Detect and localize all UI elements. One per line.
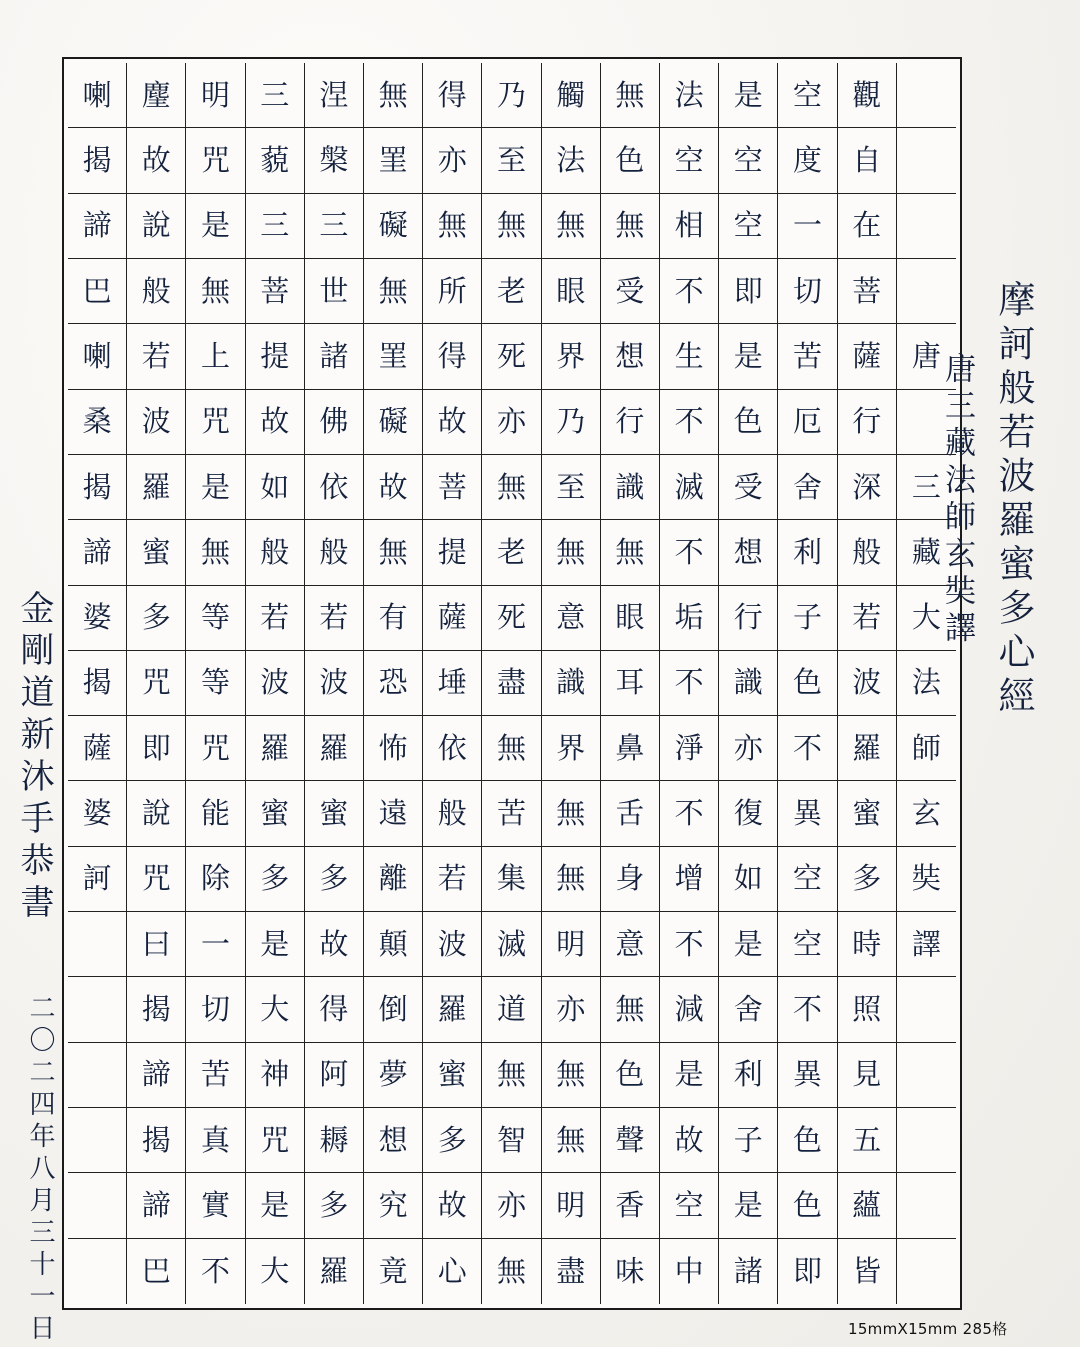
grid-cell-character: 不 xyxy=(660,520,719,585)
grid-cell-character: 能 xyxy=(186,781,245,846)
grid-cell-character: 相 xyxy=(660,194,719,259)
grid-cell-character: 蜜 xyxy=(838,781,897,846)
translator-attribution: 唐三藏法師玄奘譯 xyxy=(939,352,975,648)
grid-cell-character: 色 xyxy=(778,1173,837,1238)
grid-cell-character: 說 xyxy=(127,781,186,846)
grid-cell-character: 切 xyxy=(778,259,837,324)
grid-cell-character: 如 xyxy=(246,455,305,520)
grid-cell-character: 色 xyxy=(778,1108,837,1173)
grid-cell-character: 舍 xyxy=(778,455,837,520)
grid-cell-character: 生 xyxy=(660,324,719,389)
grid-cell-character: 阿 xyxy=(305,1043,364,1108)
grid-cell-character: 無 xyxy=(542,847,601,912)
grid-cell-character: 唐 xyxy=(897,324,956,389)
grid-cell-empty xyxy=(897,1173,956,1238)
grid-cell-character: 無 xyxy=(364,259,423,324)
grid-cell-character: 法 xyxy=(542,128,601,193)
grid-cell-character: 色 xyxy=(601,1043,660,1108)
grid-cell-character: 菩 xyxy=(423,455,482,520)
grid-cell-character: 不 xyxy=(186,1239,245,1304)
signature-date: 二〇二四年八月三十一日 xyxy=(25,994,55,1346)
grid-cell-character: 巴 xyxy=(127,1239,186,1304)
grid-cell-character: 不 xyxy=(660,259,719,324)
grid-cell-character: 無 xyxy=(542,1043,601,1108)
grid-cell-character: 三 xyxy=(246,194,305,259)
grid-cell-character: 三 xyxy=(246,63,305,128)
grid-cell-character: 蜜 xyxy=(305,781,364,846)
grid-cell-character: 槃 xyxy=(305,128,364,193)
grid-cell-character: 蘊 xyxy=(838,1173,897,1238)
grid-cell-character: 真 xyxy=(186,1108,245,1173)
grid-cell-character: 眼 xyxy=(542,259,601,324)
grid-cell-character: 智 xyxy=(482,1108,541,1173)
grid-cell-character: 諸 xyxy=(305,324,364,389)
grid-cell-character: 等 xyxy=(186,586,245,651)
grid-cell-character: 上 xyxy=(186,324,245,389)
grid-cell-character: 麈 xyxy=(127,63,186,128)
sutra-title: 摩訶般若波羅蜜多心經 xyxy=(992,280,1035,720)
grid-cell-character: 婆 xyxy=(68,781,127,846)
grid-cell-character: 一 xyxy=(186,912,245,977)
grid-cell-empty xyxy=(68,1043,127,1108)
grid-cell-character: 滅 xyxy=(482,912,541,977)
grid-cell-character: 波 xyxy=(423,912,482,977)
grid-cell-character: 薩 xyxy=(423,586,482,651)
grid-cell-character: 依 xyxy=(305,455,364,520)
grid-cell-character: 諦 xyxy=(68,194,127,259)
grid-cell-character: 心 xyxy=(423,1239,482,1304)
grid-cell-character: 亦 xyxy=(423,128,482,193)
grid-cell-character: 淨 xyxy=(660,716,719,781)
grid-cell-empty xyxy=(897,977,956,1042)
grid-cell-character: 界 xyxy=(542,324,601,389)
grid-cell-character: 提 xyxy=(246,324,305,389)
grid-cell-character: 至 xyxy=(542,455,601,520)
grid-cell-empty xyxy=(897,1239,956,1304)
grid-cell-character: 法 xyxy=(660,63,719,128)
grid-cell-character: 喇 xyxy=(68,63,127,128)
grid-cell-character: 耳 xyxy=(601,651,660,716)
grid-cell-character: 竟 xyxy=(364,1239,423,1304)
character-grid xyxy=(68,63,956,1304)
grid-cell-character: 羅 xyxy=(127,455,186,520)
grid-cell-character: 所 xyxy=(423,259,482,324)
grid-cell-character: 般 xyxy=(246,520,305,585)
grid-cell-character: 明 xyxy=(542,912,601,977)
grid-cell-character: 多 xyxy=(305,847,364,912)
grid-cell-character: 奘 xyxy=(897,847,956,912)
grid-cell-character: 想 xyxy=(364,1108,423,1173)
grid-cell-character: 罣 xyxy=(364,128,423,193)
grid-cell-character: 無 xyxy=(542,781,601,846)
grid-cell-character: 利 xyxy=(778,520,837,585)
grid-cell-character: 若 xyxy=(305,586,364,651)
grid-cell-character: 見 xyxy=(838,1043,897,1108)
grid-cell-character: 罣 xyxy=(364,324,423,389)
grid-cell-character: 玄 xyxy=(897,781,956,846)
grid-cell-character: 神 xyxy=(246,1043,305,1108)
grid-cell-character: 是 xyxy=(246,1173,305,1238)
grid-cell-character: 觀 xyxy=(838,63,897,128)
grid-cell-character: 般 xyxy=(127,259,186,324)
grid-cell-character: 咒 xyxy=(127,847,186,912)
grid-cell-empty xyxy=(68,1239,127,1304)
grid-cell-character: 故 xyxy=(660,1108,719,1173)
grid-cell-character: 是 xyxy=(186,455,245,520)
grid-cell-empty xyxy=(897,1108,956,1173)
grid-cell-character: 利 xyxy=(719,1043,778,1108)
grid-cell-empty xyxy=(68,912,127,977)
grid-cell-character: 集 xyxy=(482,847,541,912)
grid-cell-character: 異 xyxy=(778,781,837,846)
grid-cell-character: 如 xyxy=(719,847,778,912)
grid-cell-character: 蜜 xyxy=(423,1043,482,1108)
grid-cell-character: 大 xyxy=(897,586,956,651)
grid-cell-character: 減 xyxy=(660,977,719,1042)
grid-cell-character: 無 xyxy=(482,194,541,259)
grid-cell-character: 切 xyxy=(186,977,245,1042)
grid-cell-character: 不 xyxy=(778,977,837,1042)
grid-cell-character: 觸 xyxy=(542,63,601,128)
grid-cell-character: 垢 xyxy=(660,586,719,651)
grid-cell-character: 明 xyxy=(542,1173,601,1238)
grid-cell-character: 無 xyxy=(542,194,601,259)
grid-cell-character: 桑 xyxy=(68,390,127,455)
grid-cell-character: 無 xyxy=(542,1108,601,1173)
grid-cell-character: 空 xyxy=(719,128,778,193)
grid-cell-character: 厄 xyxy=(778,390,837,455)
grid-cell-character: 老 xyxy=(482,520,541,585)
grid-cell-character: 譯 xyxy=(897,912,956,977)
grid-cell-character: 礙 xyxy=(364,390,423,455)
grid-cell-character: 無 xyxy=(601,977,660,1042)
grid-cell-character: 盡 xyxy=(542,1239,601,1304)
grid-cell-character: 波 xyxy=(127,390,186,455)
grid-cell-character: 揭 xyxy=(68,651,127,716)
grid-cell-character: 味 xyxy=(601,1239,660,1304)
grid-cell-character: 諦 xyxy=(68,520,127,585)
grid-cell-character: 遠 xyxy=(364,781,423,846)
grid-cell-character: 想 xyxy=(719,520,778,585)
grid-cell-character: 亦 xyxy=(542,977,601,1042)
grid-cell-character: 無 xyxy=(482,1239,541,1304)
grid-cell-character: 無 xyxy=(601,520,660,585)
grid-cell-character: 喇 xyxy=(68,324,127,389)
grid-cell-character: 若 xyxy=(838,586,897,651)
grid-cell-character: 色 xyxy=(719,390,778,455)
grid-cell-character: 苦 xyxy=(186,1043,245,1108)
grid-cell-character: 即 xyxy=(127,716,186,781)
grid-cell-character: 故 xyxy=(364,455,423,520)
grid-cell-character: 提 xyxy=(423,520,482,585)
grid-cell-character: 究 xyxy=(364,1173,423,1238)
grid-cell-character: 乃 xyxy=(482,63,541,128)
grid-cell-character: 空 xyxy=(660,128,719,193)
grid-cell-character: 怖 xyxy=(364,716,423,781)
calligrapher-signature: 金剛道新沐手恭書 xyxy=(14,590,54,926)
grid-cell-character: 道 xyxy=(482,977,541,1042)
grid-cell-character: 舌 xyxy=(601,781,660,846)
grid-cell-character: 苦 xyxy=(482,781,541,846)
grid-cell-character: 鼻 xyxy=(601,716,660,781)
grid-cell-character: 故 xyxy=(305,912,364,977)
grid-cell-character: 般 xyxy=(838,520,897,585)
grid-cell-character: 深 xyxy=(838,455,897,520)
grid-cell-character: 咒 xyxy=(127,651,186,716)
grid-cell-character: 無 xyxy=(601,63,660,128)
calligraphy-sheet xyxy=(14,32,1035,1346)
grid-cell-character: 度 xyxy=(778,128,837,193)
grid-cell-character: 羅 xyxy=(305,716,364,781)
grid-cell-character: 師 xyxy=(897,716,956,781)
grid-cell-empty xyxy=(897,194,956,259)
grid-cell-character: 不 xyxy=(660,781,719,846)
grid-cell-character: 亦 xyxy=(719,716,778,781)
grid-cell-character: 得 xyxy=(423,63,482,128)
grid-cell-character: 受 xyxy=(719,455,778,520)
grid-cell-character: 意 xyxy=(542,586,601,651)
grid-cell-character: 揭 xyxy=(127,1108,186,1173)
grid-cell-character: 羅 xyxy=(305,1239,364,1304)
grid-cell-character: 子 xyxy=(778,586,837,651)
grid-cell-character: 是 xyxy=(719,63,778,128)
grid-cell-character: 識 xyxy=(601,455,660,520)
grid-cell-character: 巴 xyxy=(68,259,127,324)
grid-cell-character: 多 xyxy=(127,586,186,651)
grid-cell-character: 離 xyxy=(364,847,423,912)
character-grid-frame xyxy=(62,57,962,1310)
grid-cell-character: 皆 xyxy=(838,1239,897,1304)
grid-cell-character: 身 xyxy=(601,847,660,912)
grid-cell-character: 一 xyxy=(778,194,837,259)
grid-cell-character: 界 xyxy=(542,716,601,781)
grid-cell-character: 揭 xyxy=(68,128,127,193)
grid-cell-empty xyxy=(897,1043,956,1108)
grid-cell-character: 乃 xyxy=(542,390,601,455)
grid-cell-character: 多 xyxy=(423,1108,482,1173)
grid-cell-character: 死 xyxy=(482,324,541,389)
grid-cell-character: 涅 xyxy=(305,63,364,128)
grid-cell-empty xyxy=(897,259,956,324)
grid-cell-character: 三 xyxy=(305,194,364,259)
grid-cell-character: 色 xyxy=(601,128,660,193)
grid-cell-character: 諦 xyxy=(127,1173,186,1238)
grid-cell-character: 時 xyxy=(838,912,897,977)
grid-cell-character: 異 xyxy=(778,1043,837,1108)
grid-cell-character: 亦 xyxy=(482,1173,541,1238)
grid-cell-character: 自 xyxy=(838,128,897,193)
grid-cell-character: 聲 xyxy=(601,1108,660,1173)
grid-cell-character: 是 xyxy=(719,1173,778,1238)
grid-cell-character: 大 xyxy=(246,1239,305,1304)
grid-cell-empty xyxy=(68,1108,127,1173)
grid-cell-character: 在 xyxy=(838,194,897,259)
grid-cell-empty xyxy=(68,1173,127,1238)
grid-cell-character: 薩 xyxy=(68,716,127,781)
grid-cell-character: 香 xyxy=(601,1173,660,1238)
grid-cell-character: 菩 xyxy=(246,259,305,324)
grid-cell-character: 薩 xyxy=(838,324,897,389)
grid-cell-character: 空 xyxy=(778,847,837,912)
grid-cell-character: 三 xyxy=(897,455,956,520)
grid-cell-empty xyxy=(68,977,127,1042)
grid-cell-character: 咒 xyxy=(246,1108,305,1173)
grid-cell-character: 空 xyxy=(660,1173,719,1238)
grid-cell-character: 無 xyxy=(364,63,423,128)
grid-cell-character: 無 xyxy=(186,520,245,585)
grid-cell-character: 等 xyxy=(186,651,245,716)
grid-cell-character: 故 xyxy=(246,390,305,455)
grid-cell-character: 是 xyxy=(719,912,778,977)
grid-cell-character: 蜜 xyxy=(127,520,186,585)
grid-cell-character: 是 xyxy=(719,324,778,389)
grid-cell-character: 有 xyxy=(364,586,423,651)
grid-cell-character: 增 xyxy=(660,847,719,912)
grid-cell-character: 識 xyxy=(542,651,601,716)
grid-cell-character: 咒 xyxy=(186,716,245,781)
grid-cell-character: 空 xyxy=(778,63,837,128)
grid-cell-character: 佛 xyxy=(305,390,364,455)
grid-cell-character: 得 xyxy=(423,324,482,389)
grid-cell-character: 行 xyxy=(838,390,897,455)
grid-cell-character: 多 xyxy=(838,847,897,912)
grid-cell-character: 羅 xyxy=(246,716,305,781)
grid-cell-character: 多 xyxy=(246,847,305,912)
grid-cell-character: 般 xyxy=(305,520,364,585)
grid-cell-character: 無 xyxy=(423,194,482,259)
grid-cell-character: 無 xyxy=(482,716,541,781)
grid-cell-character: 若 xyxy=(127,324,186,389)
grid-cell-character: 即 xyxy=(778,1239,837,1304)
grid-cell-character: 亦 xyxy=(482,390,541,455)
grid-cell-character: 至 xyxy=(482,128,541,193)
grid-cell-character: 苦 xyxy=(778,324,837,389)
grid-cell-character: 耨 xyxy=(305,1108,364,1173)
grid-cell-character: 無 xyxy=(186,259,245,324)
grid-cell-character: 婆 xyxy=(68,586,127,651)
grid-cell-character: 無 xyxy=(601,194,660,259)
grid-cell-character: 依 xyxy=(423,716,482,781)
grid-cell-character: 即 xyxy=(719,259,778,324)
grid-cell-character: 得 xyxy=(305,977,364,1042)
grid-cell-character: 顛 xyxy=(364,912,423,977)
grid-cell-character: 波 xyxy=(305,651,364,716)
grid-cell-character: 埵 xyxy=(423,651,482,716)
grid-cell-character: 中 xyxy=(660,1239,719,1304)
grid-cell-character: 無 xyxy=(364,520,423,585)
grid-cell-character: 倒 xyxy=(364,977,423,1042)
grid-cell-character: 大 xyxy=(246,977,305,1042)
grid-cell-character: 無 xyxy=(482,1043,541,1108)
grid-cell-character: 實 xyxy=(186,1173,245,1238)
grid-cell-character: 死 xyxy=(482,586,541,651)
grid-cell-character: 若 xyxy=(246,586,305,651)
grid-cell-character: 識 xyxy=(719,651,778,716)
grid-cell-character: 夢 xyxy=(364,1043,423,1108)
grid-cell-character: 蜜 xyxy=(246,781,305,846)
grid-cell-character: 藏 xyxy=(897,520,956,585)
grid-cell-character: 色 xyxy=(778,651,837,716)
grid-cell-character: 意 xyxy=(601,912,660,977)
grid-cell-character: 礙 xyxy=(364,194,423,259)
grid-cell-character: 不 xyxy=(778,716,837,781)
grid-cell-character: 恐 xyxy=(364,651,423,716)
grid-spec-label: 15mmX15mm 285格 xyxy=(848,1320,1008,1338)
grid-cell-character: 訶 xyxy=(68,847,127,912)
grid-cell-character: 揭 xyxy=(68,455,127,520)
grid-cell-character: 是 xyxy=(660,1043,719,1108)
grid-cell-character: 行 xyxy=(719,586,778,651)
grid-cell-character: 菩 xyxy=(838,259,897,324)
grid-cell-character: 不 xyxy=(660,651,719,716)
grid-cell-character: 無 xyxy=(482,455,541,520)
grid-cell-character: 是 xyxy=(186,194,245,259)
grid-cell-character: 行 xyxy=(601,390,660,455)
grid-cell-character: 照 xyxy=(838,977,897,1042)
grid-cell-character: 是 xyxy=(246,912,305,977)
grid-cell-character: 子 xyxy=(719,1108,778,1173)
grid-cell-character: 揭 xyxy=(127,977,186,1042)
grid-cell-character: 無 xyxy=(542,520,601,585)
grid-cell-character: 想 xyxy=(601,324,660,389)
grid-cell-character: 曰 xyxy=(127,912,186,977)
grid-cell-character: 說 xyxy=(127,194,186,259)
grid-cell-character: 空 xyxy=(778,912,837,977)
grid-cell-character: 般 xyxy=(423,781,482,846)
grid-cell-character: 藐 xyxy=(246,128,305,193)
grid-cell-character: 波 xyxy=(246,651,305,716)
grid-cell-character: 羅 xyxy=(423,977,482,1042)
grid-cell-character: 滅 xyxy=(660,455,719,520)
grid-cell-character: 諸 xyxy=(719,1239,778,1304)
grid-cell-character: 不 xyxy=(660,912,719,977)
grid-cell-empty xyxy=(897,128,956,193)
grid-cell-character: 故 xyxy=(423,1173,482,1238)
grid-cell-character: 五 xyxy=(838,1108,897,1173)
grid-cell-character: 不 xyxy=(660,390,719,455)
grid-cell-character: 法 xyxy=(897,651,956,716)
grid-cell-character: 空 xyxy=(719,194,778,259)
grid-cell-character: 除 xyxy=(186,847,245,912)
grid-cell-empty xyxy=(897,63,956,128)
grid-cell-character: 咒 xyxy=(186,390,245,455)
grid-cell-character: 諦 xyxy=(127,1043,186,1108)
grid-cell-character: 故 xyxy=(423,390,482,455)
grid-cell-character: 多 xyxy=(305,1173,364,1238)
grid-cell-character: 咒 xyxy=(186,128,245,193)
grid-cell-character: 舍 xyxy=(719,977,778,1042)
grid-cell-character: 若 xyxy=(423,847,482,912)
grid-cell-character: 老 xyxy=(482,259,541,324)
grid-cell-character: 故 xyxy=(127,128,186,193)
grid-cell-character: 眼 xyxy=(601,586,660,651)
grid-cell-character: 波 xyxy=(838,651,897,716)
grid-cell-character: 盡 xyxy=(482,651,541,716)
grid-cell-character: 明 xyxy=(186,63,245,128)
grid-cell-character: 受 xyxy=(601,259,660,324)
grid-cell-character: 羅 xyxy=(838,716,897,781)
grid-cell-character: 世 xyxy=(305,259,364,324)
grid-cell-character: 復 xyxy=(719,781,778,846)
